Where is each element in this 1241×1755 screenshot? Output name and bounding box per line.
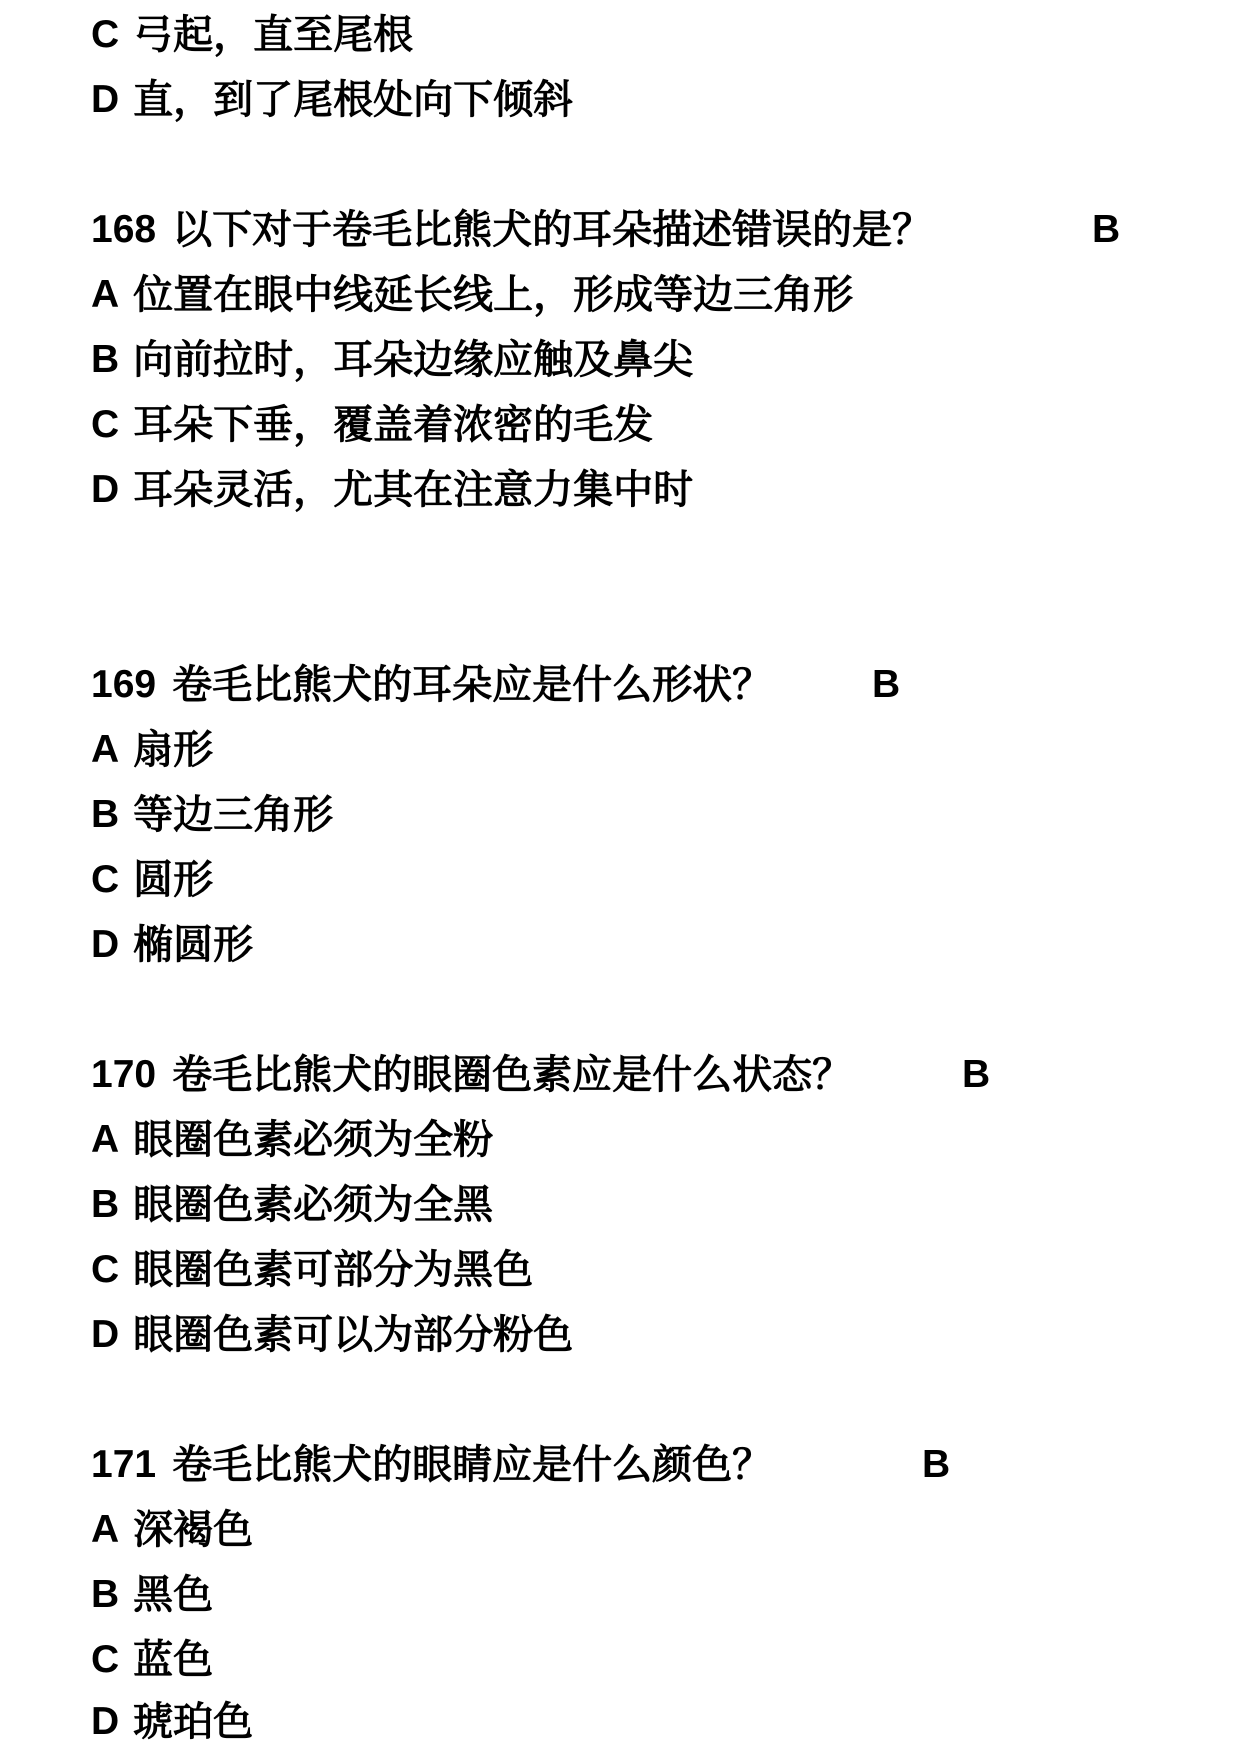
q169-answer: B xyxy=(872,663,901,706)
option-letter: A xyxy=(91,1508,120,1551)
q171-answer: B xyxy=(922,1443,951,1486)
q169-option-a xyxy=(91,720,213,780)
option-text: 深褐色 xyxy=(133,1507,254,1553)
option-letter: B xyxy=(91,1573,120,1616)
q170-option-c xyxy=(91,1240,533,1300)
option-text: 向前拉时，耳朵边缘应触及鼻尖 xyxy=(133,337,694,383)
q171-question xyxy=(91,1435,772,1495)
q169-option-c xyxy=(91,850,213,910)
q170-answer: B xyxy=(962,1053,991,1096)
option-letter: D xyxy=(91,78,120,121)
option-text: 圆形 xyxy=(133,857,214,903)
question-number: 168 xyxy=(91,208,157,251)
question-number: 170 xyxy=(91,1053,157,1096)
option-text: 黑色 xyxy=(133,1572,214,1618)
option-text: 等边三角形 xyxy=(133,792,334,838)
question-number: 169 xyxy=(91,663,157,706)
option-letter: C xyxy=(91,403,120,446)
option-text: 弓起，直至尾根 xyxy=(133,12,414,58)
q170-option-d xyxy=(91,1305,573,1365)
q168-answer: B xyxy=(1092,208,1121,251)
option-text: 眼圈色素可以为部分粉色 xyxy=(133,1312,574,1358)
q171-option-b xyxy=(91,1565,213,1625)
q168-option-c xyxy=(91,395,653,455)
q169-question xyxy=(91,655,772,715)
question-text: 卷毛比熊犬的耳朵应是什么形状？ xyxy=(172,662,773,708)
option-letter: D xyxy=(91,1700,120,1743)
question-text: 卷毛比熊犬的眼圈色素应是什么状态？ xyxy=(172,1052,853,1098)
option-text: 眼圈色素必须为全粉 xyxy=(133,1117,494,1163)
option-letter: C xyxy=(91,1248,120,1291)
q168-question xyxy=(91,200,932,260)
option-letter: B xyxy=(91,1183,120,1226)
option-letter: C xyxy=(91,13,120,56)
option-text: 椭圆形 xyxy=(133,922,254,968)
option-text: 眼圈色素必须为全黑 xyxy=(133,1182,494,1228)
option-letter: D xyxy=(91,468,120,511)
question-text: 卷毛比熊犬的眼睛应是什么颜色？ xyxy=(172,1442,773,1488)
option-letter: B xyxy=(91,338,120,381)
question-text: 以下对于卷毛比熊犬的耳朵描述错误的是？ xyxy=(172,207,933,253)
q168-option-a xyxy=(91,265,853,325)
option-letter: A xyxy=(91,728,120,771)
q170-question xyxy=(91,1045,852,1105)
option-text: 琥珀色 xyxy=(133,1699,254,1745)
option-text: 耳朵灵活，尤其在注意力集中时 xyxy=(133,467,694,513)
q168-option-d xyxy=(91,460,693,520)
q169-option-d xyxy=(91,915,253,975)
q171-option-c xyxy=(91,1630,213,1690)
q168-option-b xyxy=(91,330,693,390)
option-text: 位置在眼中线延长线上，形成等边三角形 xyxy=(133,272,854,318)
option-letter: D xyxy=(91,1313,120,1356)
option-letter: B xyxy=(91,793,120,836)
option-text: 蓝色 xyxy=(133,1637,214,1683)
q171-option-d xyxy=(91,1692,253,1752)
q169-option-b xyxy=(91,785,333,845)
question-number: 171 xyxy=(91,1443,157,1486)
q167-option-d xyxy=(91,70,573,130)
q171-option-a xyxy=(91,1500,253,1560)
option-letter: C xyxy=(91,1638,120,1681)
option-text: 眼圈色素可部分为黑色 xyxy=(133,1247,534,1293)
option-text: 耳朵下垂，覆盖着浓密的毛发 xyxy=(133,402,654,448)
option-text: 直，到了尾根处向下倾斜 xyxy=(133,77,574,123)
option-letter: C xyxy=(91,858,120,901)
option-text: 扇形 xyxy=(133,727,214,773)
q170-option-b xyxy=(91,1175,493,1235)
q167-option-c xyxy=(91,5,413,65)
option-letter: A xyxy=(91,273,120,316)
q170-option-a xyxy=(91,1110,493,1170)
option-letter: D xyxy=(91,923,120,966)
option-letter: A xyxy=(91,1118,120,1161)
